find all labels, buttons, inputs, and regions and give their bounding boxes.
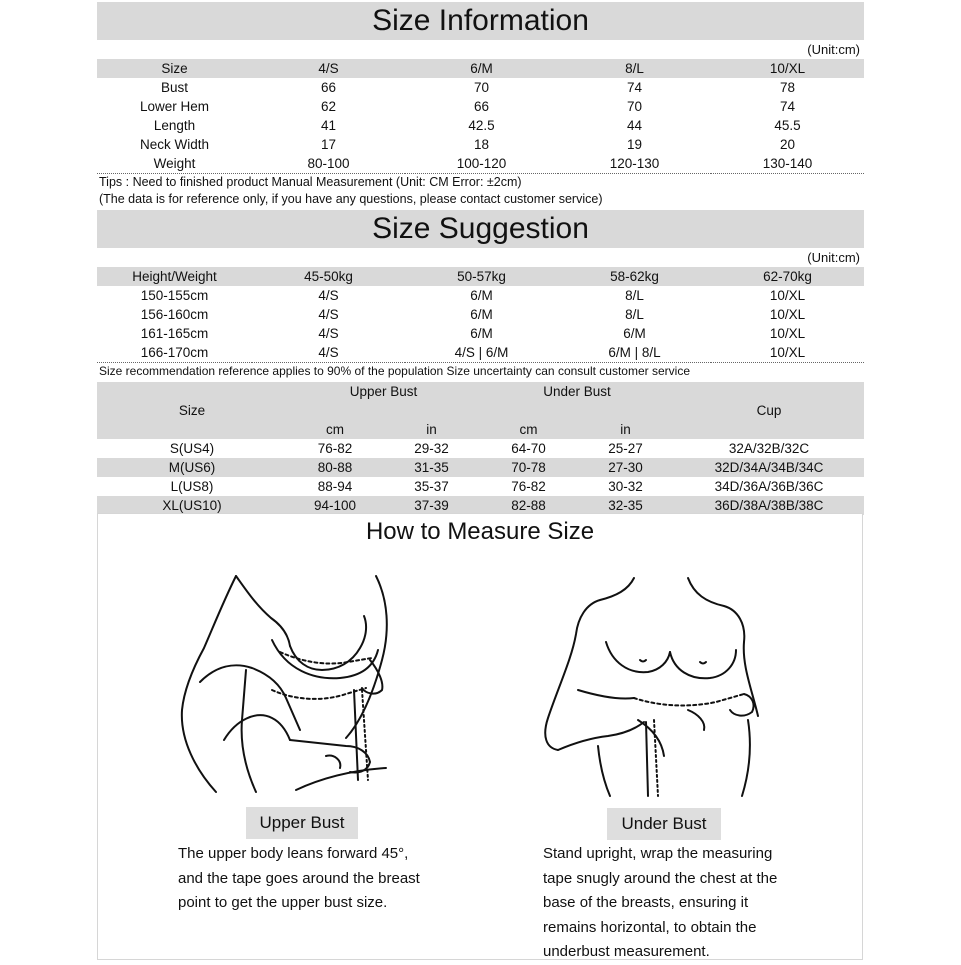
table-row (97, 324, 864, 343)
upper-bust-header: Upper Bust (287, 382, 480, 401)
header-spacer (287, 401, 674, 420)
table-cell: 45.5 (774, 118, 801, 133)
table-cell: 74 (779, 99, 796, 114)
table-cell: 32D/34A/34B/34C (674, 458, 864, 477)
table-cell: 10/XL (769, 326, 806, 341)
table-cell: 6/M (470, 288, 493, 303)
how-to-measure-panel (97, 513, 863, 960)
table-cell: 4/S (252, 343, 405, 363)
table-cell: 6/M (470, 307, 493, 322)
table-header-row (97, 59, 864, 78)
table-cell: 120-130 (558, 154, 711, 174)
table-cell: 76-82 (511, 479, 546, 494)
table-row (97, 78, 864, 97)
header-cell: 4/S (252, 59, 405, 78)
table-cell: 27-30 (577, 458, 674, 477)
row-label: L(US8) (170, 479, 214, 494)
table-cell: 70 (626, 99, 643, 114)
row-label: 161-165cm (140, 326, 209, 341)
unit-in: in (577, 420, 674, 439)
table-cell: 44 (626, 118, 643, 133)
size-information-title: Size Information (97, 2, 864, 40)
table-cell: 10/XL (769, 307, 806, 322)
table-cell: 100-120 (405, 154, 558, 174)
table-row (97, 154, 864, 174)
row-label: 150-155cm (140, 288, 209, 303)
description-line: The upper body leans forward 45°, (178, 845, 409, 862)
size-suggestion-title: Size Suggestion (97, 210, 864, 248)
table-cell: 70 (473, 80, 490, 95)
description-line: Stand upright, wrap the measuring (543, 845, 773, 862)
under-bust-label: Under Bust (607, 808, 721, 840)
row-label: Neck Width (139, 137, 210, 152)
table-cell: 10/XL (769, 288, 806, 303)
table-cell: 35-37 (414, 479, 449, 494)
table-cell: 36D/38A/38B/38C (674, 496, 864, 515)
row-label: 156-160cm (140, 307, 209, 322)
header-cell: 6/M (405, 59, 558, 78)
table-cell: 64-70 (511, 441, 546, 456)
under-bust-description (543, 842, 853, 965)
unit-cm: cm (287, 420, 383, 439)
table-cell: 4/S (318, 326, 339, 341)
table-row (97, 305, 864, 324)
table-cell: 20 (779, 137, 796, 152)
unit-cm: cm (480, 420, 577, 439)
upper-bust-label: Upper Bust (246, 807, 358, 839)
table-row (97, 97, 864, 116)
table-cell: 66 (320, 80, 337, 95)
table-cell: 29-32 (414, 441, 449, 456)
table-row (97, 286, 864, 305)
table-cell: 74 (626, 80, 643, 95)
table-header-row (97, 382, 864, 401)
table-row (97, 135, 864, 154)
table-cell: 42.5 (468, 118, 495, 133)
table-cell: 88-94 (317, 479, 353, 494)
table-cell: 6/M (623, 326, 646, 341)
description-line: tape snugly around the chest at the (543, 869, 778, 887)
header-cell: 50-57kg (405, 267, 558, 286)
table-row (97, 458, 864, 477)
tips-note: Tips : Need to finished product Manual Measurement (Unit: CM Error: ±2cm) (99, 175, 522, 189)
unit-in: in (383, 420, 480, 439)
table-cell: 4/S (318, 307, 339, 322)
table-cell: 70-78 (480, 458, 577, 477)
size-suggestion-table (97, 267, 864, 363)
table-cell: 37-39 (383, 496, 480, 515)
unit-label: (Unit:cm) (807, 42, 860, 57)
table-cell: 66 (473, 99, 490, 114)
table-cell: 4/S (318, 288, 339, 303)
table-cell: 82-88 (480, 496, 577, 515)
table-cell: 32A/32B/32C (728, 441, 810, 456)
table-cell: 80-100 (252, 154, 405, 174)
cup-size-table (97, 382, 864, 515)
header-cell: 58-62kg (558, 267, 711, 286)
header-cell: 45-50kg (252, 267, 405, 286)
table-cell: 4/S | 6/M (405, 343, 558, 363)
row-label: 166-170cm (97, 343, 252, 363)
size-header: Size (97, 382, 287, 439)
table-cell: 41 (320, 118, 337, 133)
unit-label: (Unit:cm) (807, 250, 860, 265)
header-cell: Size (97, 59, 252, 78)
table-cell: 34D/36A/36B/36C (714, 479, 824, 494)
header-cell: Height/Weight (97, 267, 252, 286)
row-label: S(US4) (169, 441, 215, 456)
row-label: Bust (160, 80, 188, 95)
description-line: remains horizontal, to obtain the (543, 918, 757, 936)
description-line: and the tape goes around the breast (178, 869, 420, 887)
header-cell: 62-70kg (711, 267, 864, 286)
how-to-measure-title: How to Measure Size (365, 518, 595, 545)
under-bust-header: Under Bust (480, 382, 674, 401)
table-cell: 76-82 (317, 441, 353, 456)
row-label: Weight (97, 154, 252, 174)
cup-header: Cup (674, 382, 864, 439)
row-label: Lower Hem (139, 99, 210, 114)
suggestion-note: Size recommendation reference applies to 90% of the population Size uncertainty can consult customer service (99, 364, 690, 378)
description-line: underbust measurement. (543, 943, 710, 960)
table-header-row (97, 267, 864, 286)
table-cell: 94-100 (287, 496, 383, 515)
table-row (97, 343, 864, 363)
table-cell: 18 (473, 137, 490, 152)
size-chart (97, 0, 864, 515)
table-cell: 8/L (625, 288, 644, 303)
table-row (97, 116, 864, 135)
table-cell: 6/M (470, 326, 493, 341)
row-label: XL(US10) (97, 496, 287, 515)
table-cell: 25-27 (608, 441, 643, 456)
reference-note: (The data is for reference only, if you have any questions, please contact customer service) (99, 192, 603, 206)
table-cell: 31-35 (383, 458, 480, 477)
table-cell: 8/L (625, 307, 644, 322)
description-line: point to get the upper bust size. (178, 894, 388, 911)
table-cell: 10/XL (711, 343, 864, 363)
table-cell: 80-88 (287, 458, 383, 477)
table-cell: 78 (779, 80, 796, 95)
size-information-table (97, 59, 864, 174)
description-line: base of the breasts, ensuring it (543, 894, 749, 911)
under-bust-illustration (538, 570, 778, 800)
table-row (97, 477, 864, 496)
header-cell: 8/L (558, 59, 711, 78)
header-cell: 10/XL (711, 59, 864, 78)
row-label: Length (153, 118, 196, 133)
table-cell: 6/M | 8/L (558, 343, 711, 363)
table-cell: 32-35 (577, 496, 674, 515)
table-cell: 30-32 (608, 479, 643, 494)
row-label: M(US6) (97, 458, 287, 477)
table-row (97, 439, 864, 458)
table-cell: 130-140 (711, 154, 864, 174)
upper-bust-description (178, 842, 508, 916)
upper-bust-illustration (176, 570, 416, 800)
table-cell: 62 (320, 99, 337, 114)
table-cell: 19 (626, 137, 643, 152)
table-cell: 17 (320, 137, 337, 152)
